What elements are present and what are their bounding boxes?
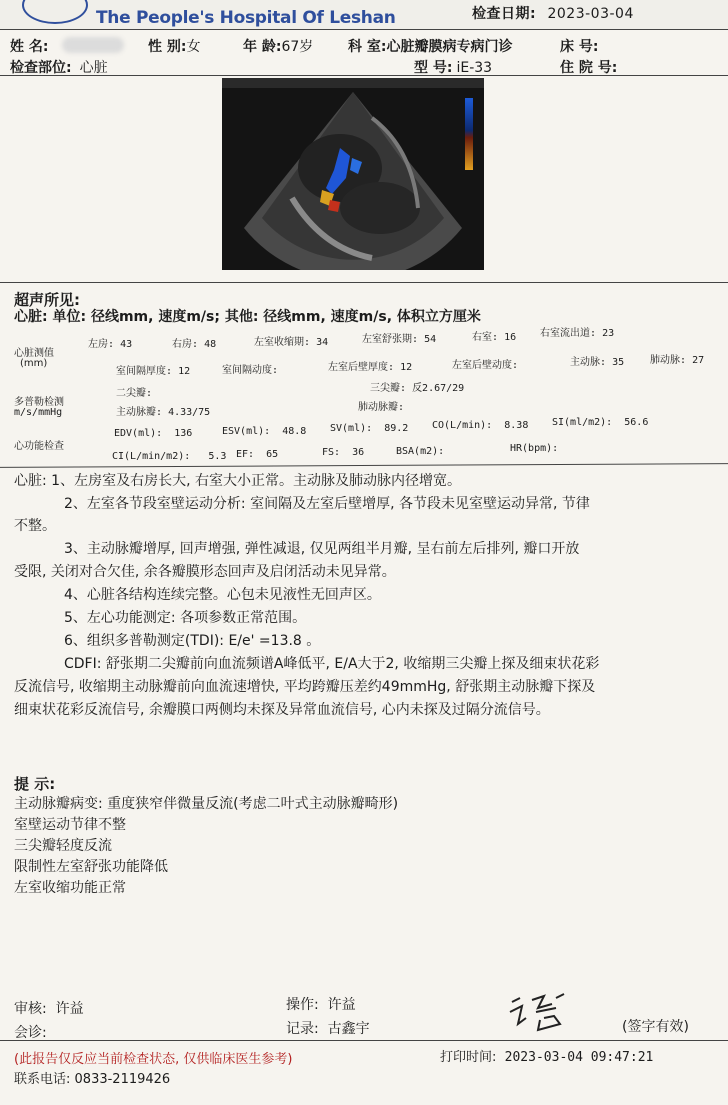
ra-field: 右房: 48 (172, 339, 217, 350)
info-rule (0, 75, 728, 76)
bsa-label: BSA(m2): (396, 446, 445, 457)
doppler-label: 多普勒检测 (14, 397, 64, 408)
exam-part-value: 心脏 (79, 60, 108, 76)
desc-line-8: 6、组织多普勒测定(TDI): E/e' =13.8 。 (64, 633, 321, 649)
findings-title: 超声所见: (14, 291, 80, 309)
conclusion-title: 提 示: (14, 775, 56, 793)
measurements-label: 心脏测值 (14, 348, 54, 359)
doppler-unit: m/s/mmHg (14, 407, 63, 418)
hr-label: HR(bpm): (510, 443, 559, 454)
desc-line-4: 3、主动脉瓣增厚, 回声增强, 弹性减退, 仅见两组半月瓣, 呈右前左后排列, 瓣口开放 (64, 541, 580, 557)
exam-part-label: 检查部位: (10, 60, 72, 76)
print-time-value: 2023-03-04 09:47:21 (504, 1050, 654, 1065)
desc-line-7: 5、左心功能测定: 各项参数正常范围。 (64, 610, 307, 626)
esv-field: ESV(ml): 48.8 (222, 426, 307, 437)
consult-label: 会诊: (14, 1025, 47, 1041)
desc-line-6: 4、心脏各结构连续完整。心包未见液性无回声区。 (64, 587, 381, 603)
signature-valid-note: (签字有效) (622, 1019, 689, 1035)
hospital-name: The People's Hospital Of Leshan (96, 8, 396, 28)
exam-part-field (10, 57, 108, 77)
conclusion-item: 三尖瓣轻度反流 (14, 838, 112, 854)
check-date (472, 3, 634, 23)
lvs-field: 左室收缩期: 34 (254, 337, 329, 348)
phone-field (14, 1068, 170, 1087)
desc-line-1: 心脏: 1、左房室及右房长大, 右室大小正常。主动脉及肺动脉内径增宽。 (14, 473, 461, 489)
check-date-label: 检查日期: (472, 6, 537, 22)
model-field (414, 57, 492, 77)
rvot-field: 右室流出道: 23 (540, 328, 615, 339)
ivs-motion-label: 室间隔动度: (222, 365, 279, 376)
print-time-label: 打印时间: (440, 1050, 497, 1065)
model-label: 型 号: (414, 60, 453, 76)
patient-name-redacted (62, 37, 124, 53)
la-field: 左房: 43 (88, 339, 133, 350)
reviewer-label: 审核: (14, 1001, 47, 1017)
age-value: 67岁 (281, 39, 314, 55)
mitral-label: 二尖瓣: (116, 388, 153, 399)
inpatient-label: 住 院 号: (560, 60, 618, 76)
pulmonary-label: 肺动脉瓣: (358, 402, 405, 413)
function-label: 心功能检查 (14, 441, 64, 452)
desc-line-3: 不整。 (14, 518, 56, 534)
tricuspid-field: 三尖瓣: 反2.67/29 (370, 383, 465, 394)
lvpw-motion-label: 左室后壁动度: (452, 360, 519, 371)
operator-field (286, 994, 356, 1014)
recorder-label: 记录: (286, 1021, 319, 1037)
desc-line-2: 2、左室各节段室壁运动分析: 室间隔及左室后壁增厚, 各节段未见室壁运动异常, 节律 (64, 496, 590, 512)
fs-field: FS: 36 (322, 447, 365, 458)
echo-sector-graphic (222, 78, 484, 270)
dept-field (348, 36, 512, 56)
bed-label: 床 号: (560, 39, 599, 55)
header-rule (0, 29, 728, 30)
lvpw-field: 左室后壁厚度: 12 (328, 362, 413, 373)
reviewer-value: 许益 (55, 1001, 84, 1017)
sv-field: SV(ml): 89.2 (330, 423, 409, 434)
dept-value: 心脏瓣膜病专病门诊 (386, 39, 513, 55)
ci-field: CI(L/min/m2): 5.3 (112, 451, 227, 462)
check-date-value: 2023-03-04 (547, 6, 634, 22)
pa-field: 肺动脉: 27 (650, 355, 705, 366)
age-field (243, 36, 313, 56)
name-label: 姓 名: (10, 39, 49, 55)
recorder-field (286, 1018, 370, 1038)
image-rule (0, 282, 728, 283)
dept-label: 科 室: (348, 39, 387, 55)
rv-field: 右室: 16 (472, 332, 517, 343)
findings-units: 心脏: 单位: 径线mm, 速度m/s; 其他: 径线mm, 速度m/s, 体积立方厘米 (14, 309, 481, 325)
function-rule (0, 463, 728, 468)
print-time-field (440, 1046, 653, 1065)
reviewer-field (14, 998, 84, 1018)
aortic-field: 主动脉瓣: 4.33/75 (116, 407, 211, 418)
age-label: 年 龄: (243, 39, 282, 55)
ivs-field: 室间隔厚度: 12 (116, 366, 191, 377)
operator-label: 操作: (286, 997, 319, 1013)
desc-line-5: 受限, 关闭对合欠佳, 余各瓣膜形态回声及启闭活动未见异常。 (14, 564, 396, 580)
sex-field (148, 36, 200, 56)
desc-line-10: 反流信号, 收缩期主动脉瓣前向血流速增快, 平均跨瓣压差约49mmHg, 舒张期主动脉瓣下探及 (14, 679, 596, 695)
phone-value: 0833-2119426 (74, 1072, 171, 1087)
disclaimer: (此报告仅反应当前检查状态, 仅供临床医生参考) (14, 1052, 293, 1067)
echocardiogram-image (222, 78, 484, 270)
phone-label: 联系电话: (14, 1072, 71, 1087)
ef-field: EF: 65 (236, 449, 279, 460)
conclusion-list (14, 794, 398, 899)
color-scale-bar (465, 98, 473, 170)
conclusion-item: 主动脉瓣病变: 重度狭窄伴微量反流(考虑二叶式主动脉瓣畸形) (14, 796, 399, 812)
desc-line-9: CDFI: 舒张期二尖瓣前向血流频谱A峰低平, E/A大于2, 收缩期三尖瓣上探及细束状花彩 (64, 656, 600, 672)
model-value: iE-33 (456, 60, 493, 76)
conclusion-item: 室壁运动节律不整 (14, 817, 126, 833)
ao-field: 主动脉: 35 (570, 357, 625, 368)
conclusion-item: 限制性左室舒张功能降低 (14, 859, 168, 875)
desc-line-11: 细束状花彩反流信号, 余瓣膜口两侧均未探及异常血流信号, 心内未探及过隔分流信号。 (14, 702, 550, 718)
edv-field: EDV(ml): 136 (114, 428, 193, 439)
handwritten-signature-icon (504, 990, 574, 1036)
operator-value: 许益 (327, 997, 356, 1013)
recorder-value: 古鑫宇 (327, 1021, 370, 1037)
footer-rule (0, 1040, 728, 1041)
sex-label: 性 别: (148, 39, 187, 55)
sex-value: 女 (186, 39, 201, 55)
conclusion-item: 左室收缩功能正常 (14, 880, 126, 896)
co-field: CO(L/min): 8.38 (432, 420, 529, 431)
si-field: SI(ml/m2): 56.6 (552, 417, 649, 428)
lvd-field: 左室舒张期: 54 (362, 334, 437, 345)
measurements-unit: (mm) (20, 358, 48, 369)
